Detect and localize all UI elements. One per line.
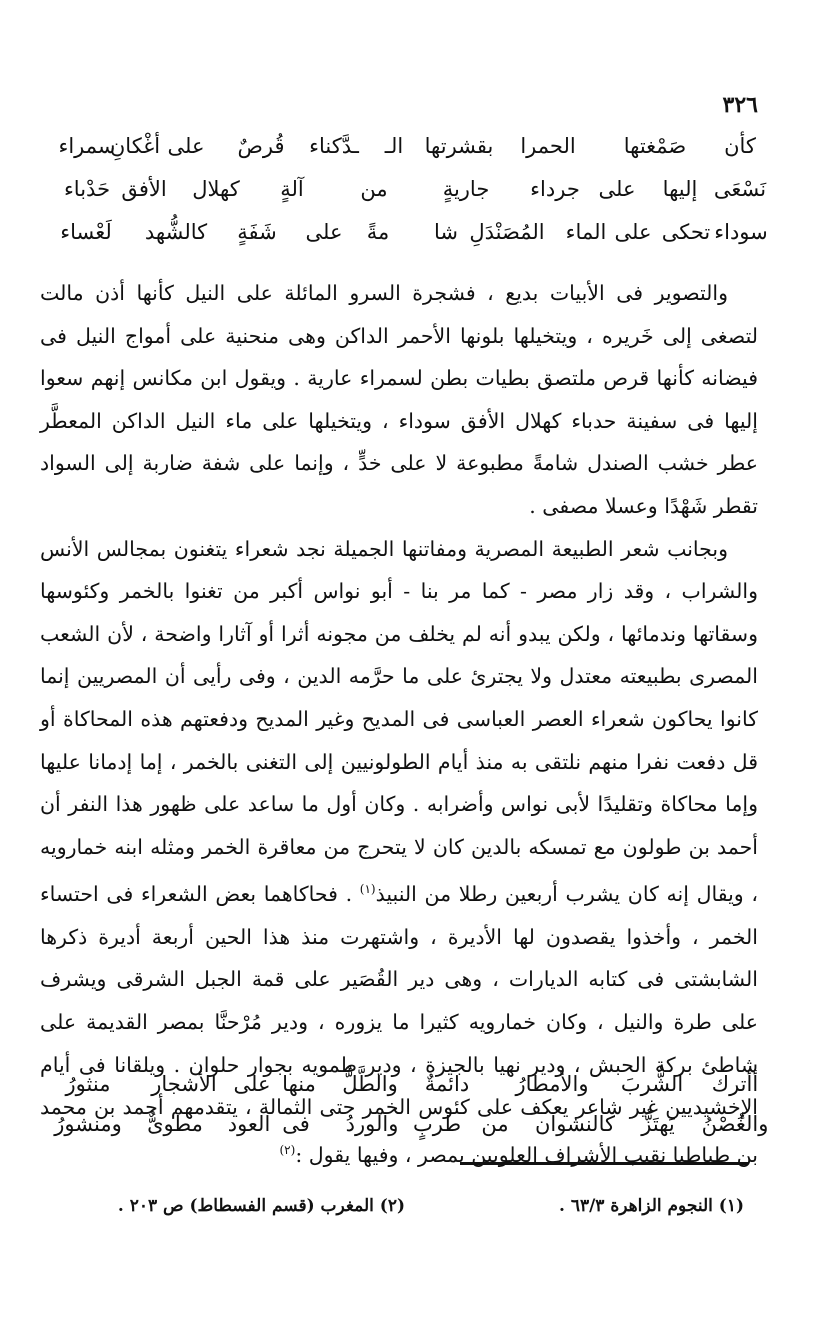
verse-word: تحكى: [661, 220, 711, 244]
verse-word: صَمْغتها: [623, 134, 687, 158]
verse-word: الـ: [384, 134, 404, 158]
verse-word: المُصَنْدَلِ: [469, 220, 545, 244]
verse-word: على: [598, 177, 636, 201]
verse-word: قُرصٌ: [237, 134, 285, 158]
paragraph: والتصوير فى الأبيات بديع ، فشجرة السرو المائلة على النيل كأنها أذن مالت لتصغى إلى خَريره ، ويتخيلها بلونها الأحمر الداكن وهى منحنية على أمواج النيل فى فيضانه كأنها قرص ملتصق بطيات بطن لسمراء عارية . ويقول ابن مكانس إنهم سعوا إليها فى سفينة حدباء كهلال الأفق سوداء ، ويتخيلها على ماء النيل الداكن المعطَّر عطر خشب الصندل شامةً مطبوعة لا على خدٍّ ، وإنما على شفة ضاربة إلى السواد تقطر شَهْدًا وعسلا مصفى .: [40, 281, 758, 518]
verse-word: جرداء: [530, 177, 580, 201]
verse-word: العود: [227, 1112, 271, 1136]
poem-verses-1: [42, 126, 768, 255]
verse-word: الماء: [565, 220, 607, 244]
footnote-2: (٢) المغرب (قسم الفسطاط) ص ٢٠٣ .: [117, 1196, 405, 1216]
verse-word: سوداء: [714, 220, 768, 244]
verse-word: كهلال: [192, 177, 240, 201]
paragraph-text: وبجانب شعر الطبيعة المصرية ومفاتنها الجميلة نجد شعراء يتغنون بمجالس الأنس والشراب ، وقد زار مصر - كما مر بنا - أبو نواس أكبر من تغنوا بالخمر وكئوسها وسقاتها وندمائها ، ولكن يبدو أنه لم يخلف من مجونه أثرا أو آثارا واضحة ، لأن الشعب المصرى بطبيعته معتدل ولا يجترئ على ما حرَّمه الدين ، وفى رأيى أن المصريين إنما كانوا يحاكون شعراء العصر العباسى فى المديح وغير المديح ودفعتهم هذه المحاكاة أو قل دفعت نفرا منهم نلتقى به منذ أيام الطولونيين إلى التغنى بالخمر ، إما إدمانا عليها وإما محاكاة وتقليدًا لأبى نواس وأضرابه . وكان أول ما ساعد على ظهور هذا النفر أن أحمد بن طولون مع تمسكه بالدين كان لا يتحرج من معاقرة الخمر ومثله ابنه خمارويه ، ويقال إنه كان يشرب أربعين رطلا من النبيذ: [40, 536, 758, 907]
verse-word: شا: [434, 220, 458, 244]
verse-line: [42, 1104, 769, 1144]
verse-word: جاريةٍ: [442, 177, 490, 201]
verse-word: لَعْساء: [60, 220, 112, 244]
verse-line: [42, 169, 767, 212]
verse-word: الأفق: [121, 177, 167, 201]
verse-word: ومنشورُ: [54, 1112, 122, 1136]
verse-word: كأن: [724, 134, 756, 158]
verse-word: والطَّلُّ: [342, 1072, 398, 1096]
verse-word: أغْكانِ: [109, 134, 161, 158]
footnote-divider: [460, 1162, 748, 1165]
verse-word: على: [233, 1072, 271, 1096]
footnote-marker: (٢): [279, 1142, 296, 1157]
verse-word: على: [305, 220, 343, 244]
verse-word: ـدَّكناء: [309, 134, 359, 158]
verse-word: كالشُّهد: [144, 220, 208, 244]
verse-word: منثورُ: [65, 1072, 111, 1096]
verse-word: شَفَةٍ: [237, 220, 277, 244]
verse-word: أأترك: [711, 1072, 759, 1096]
verse-word: والغُصْنُ: [701, 1112, 769, 1136]
verse-line: [42, 126, 758, 169]
page-number: ٣٢٦: [722, 92, 758, 118]
verse-word: الأشجار: [151, 1072, 217, 1096]
verse-word: بقشرتها: [424, 134, 494, 158]
verse-word: دائمةٌ: [424, 1072, 470, 1096]
verse-word: كالنشوان: [535, 1112, 615, 1136]
footnote-marker: (١): [359, 882, 376, 897]
verse-line: [42, 1064, 758, 1104]
verse-word: من: [360, 177, 388, 201]
verse-word: سمراء: [58, 134, 116, 158]
verse-line: [42, 212, 768, 255]
body-text: [40, 272, 758, 1176]
verse-word: الشُّربَ: [620, 1072, 684, 1096]
verse-word: الحمرا: [520, 134, 576, 158]
verse-word: آلةٍ: [280, 177, 304, 201]
verse-word: يَهتَزُّ: [641, 1112, 675, 1136]
verse-word: نَسْعَى: [713, 177, 767, 201]
verse-word: على: [167, 134, 205, 158]
poem-verses-2: [42, 1064, 769, 1144]
verse-word: والوردُ: [345, 1112, 399, 1136]
verse-word: على: [614, 220, 652, 244]
verse-word: فى: [282, 1112, 310, 1136]
verse-word: حَدْباء: [63, 177, 111, 201]
footnote-1: (١) النجوم الزاهرة ٦٣/٣ .: [558, 1196, 744, 1216]
verse-word: طربٍ: [412, 1112, 462, 1136]
verse-word: مةً: [366, 220, 390, 244]
verse-word: منها: [282, 1072, 316, 1096]
verse-word: إليها: [662, 177, 698, 201]
verse-word: والأمطارُ: [515, 1072, 589, 1096]
paragraph-text: . فحاكاهما بعض الشعراء فى احتساء الخمر ، وأخذوا يقصدون لها الأديرة ، واشتهرت منذ هذا الحين أربعة أديرة ذكرها الشابشتى فى كتابه الديارات ، وهى دير القُصَير على قمة الجبل الشرقى ويشرف على طرة والنيل ، وكان خمارويه كثيرا ما يزوره ، ودير مُرْحنَّا بمصر القديمة على شاطئ بركة الحبش ، ودير نهيا بالجيزة ، ودير طمويه بجوار حلوان . ويلقانا فى أيام الإخشيديين غير شاعر يعكف على كئوس الخمر حتى الثمالة ، يتقدمهم أحمد بن محمد بن طباطبا نقيب الأشراف العلويين بمصر ، وفيها يقول :: [40, 882, 758, 1167]
verse-word: من: [481, 1112, 509, 1136]
verse-word: مطوىٌّ: [147, 1112, 203, 1136]
